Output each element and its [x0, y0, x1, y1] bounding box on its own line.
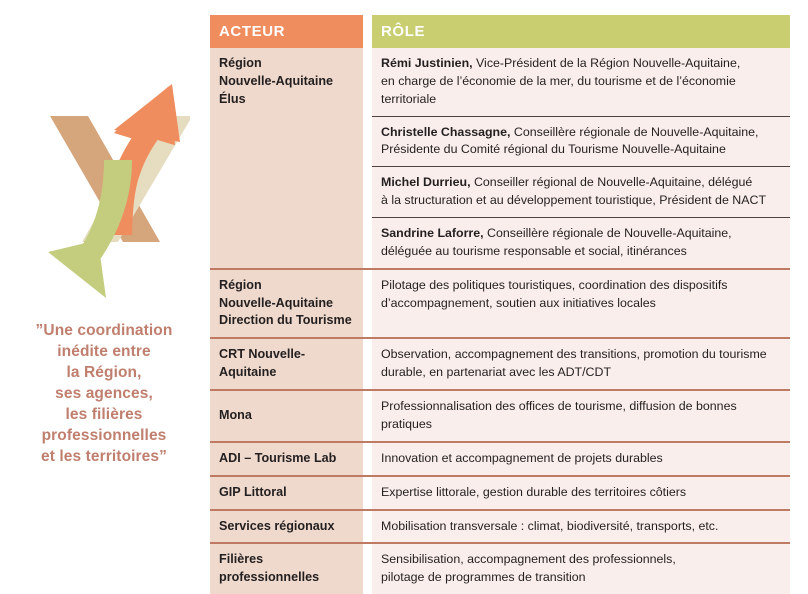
table-row: [210, 441, 790, 475]
acteur-label: [219, 277, 352, 331]
cell-role: [372, 477, 790, 509]
table-header-row: [210, 15, 790, 48]
role-subrow: [372, 391, 790, 441]
acteur-line: Direction du Tourisme: [219, 313, 352, 328]
left-illustration-panel: [0, 0, 208, 522]
role-line: durable, en partenariat avec les ADT/CDT: [381, 365, 612, 380]
cell-role: [372, 48, 790, 268]
role-subrow: [372, 217, 790, 268]
cell-acteur: [210, 270, 363, 338]
cell-acteur: [210, 391, 363, 441]
cell-acteur: [210, 544, 363, 594]
quote-line: inédite entre: [57, 343, 151, 361]
acteur-label: [219, 55, 333, 109]
role-line: Pilotage des politiques touristiques, coordination des dispositifs: [381, 277, 728, 292]
acteur-line: Région: [219, 56, 262, 70]
quote-line: professionnelles: [41, 427, 167, 445]
crossed-arrows-logo-icon: [28, 82, 196, 307]
role-person-name: Christelle Chassagne,: [381, 124, 511, 139]
quote-line: ses agences,: [55, 385, 153, 403]
role-line: pilotage de programmes de transition: [381, 570, 586, 585]
role-line: Michel Durrieu, Conseiller régional de Nouvelle-Aquitaine, délégué: [381, 175, 753, 190]
table-row: [210, 337, 790, 389]
column-gutter: [363, 544, 372, 594]
table-row: [210, 542, 790, 594]
role-line: Christelle Chassagne, Conseillère régionale de Nouvelle-Aquitaine,: [381, 124, 759, 139]
cell-role: [372, 511, 790, 543]
column-header-role: RÔLE: [372, 15, 790, 48]
column-gutter: [363, 15, 372, 48]
cell-acteur: [210, 443, 363, 475]
table-row: [210, 48, 790, 268]
role-subrow: [372, 339, 790, 389]
role-subrow: [372, 477, 790, 509]
table-row: [210, 268, 790, 338]
column-gutter: [363, 48, 372, 268]
column-gutter: [363, 391, 372, 441]
cell-acteur: [210, 339, 363, 389]
acteur-line: Élus: [219, 91, 246, 106]
column-gutter: [363, 443, 372, 475]
role-subrow: [372, 48, 790, 116]
acteur-line: ADI – Tourisme Lab: [219, 450, 337, 465]
role-subrow: [372, 544, 790, 594]
role-line: Innovation et accompagnement de projets durables: [381, 450, 663, 465]
column-header-acteur: ACTEUR: [210, 15, 363, 48]
role-line: Mobilisation transversale : climat, biodiversité, transports, etc.: [381, 518, 719, 533]
role-line: Professionnalisation des offices de tourisme, diffusion de bonnes pratiques: [381, 399, 737, 431]
role-subrow: [372, 443, 790, 475]
cell-role: [372, 270, 790, 338]
column-gutter: [363, 270, 372, 338]
cell-acteur: [210, 48, 363, 268]
role-line: d’accompagnement, soutien aux initiatives locales: [381, 295, 656, 310]
role-person-name: Sandrine Laforre,: [381, 226, 484, 241]
cell-role: [372, 443, 790, 475]
acteur-label: [219, 450, 336, 468]
cell-acteur: [210, 511, 363, 543]
role-line: Observation, accompagnement des transitions, promotion du tourisme: [381, 347, 767, 362]
column-gutter: [363, 511, 372, 543]
acteur-label: [219, 346, 357, 382]
pull-quote: [6, 320, 202, 468]
role-person-name: Michel Durrieu,: [381, 175, 471, 190]
role-subrow: [372, 116, 790, 167]
acteur-label: [219, 407, 252, 425]
acteur-line: Nouvelle-Aquitaine: [219, 73, 334, 88]
acteur-line: Région: [219, 277, 262, 292]
role-line: en charge de l’économie de la mer, du tourisme et de l’économie territoriale: [381, 73, 736, 106]
quote-line: la Région,: [66, 364, 142, 382]
cell-role: [372, 339, 790, 389]
cell-role: [372, 391, 790, 441]
role-line: à la structuration et au développement touristique, Président de NACT: [381, 193, 767, 208]
quote-line: les filières: [65, 406, 143, 424]
role-line: Présidente du Comité régional du Tourisme Nouvelle-Aquitaine: [381, 142, 726, 157]
quote-line: ”Une coordination: [35, 322, 173, 339]
table-row: [210, 389, 790, 441]
acteur-label: [219, 484, 287, 502]
role-subrow: [372, 166, 790, 217]
role-line: Expertise littorale, gestion durable des territoires côtiers: [381, 484, 687, 499]
acteur-line: professionnelles: [219, 570, 320, 585]
column-gutter: [363, 477, 372, 509]
acteur-label: [219, 551, 319, 587]
role-subrow: [372, 270, 790, 320]
role-subrow: [372, 511, 790, 543]
table-row: [210, 509, 790, 543]
roles-table: [210, 15, 790, 594]
role-line: déléguée au tourisme responsable et social, itinérances: [381, 243, 687, 258]
role-person-name: Rémi Justinien,: [381, 56, 473, 70]
table-row: [210, 475, 790, 509]
quote-line: et les territoires”: [41, 448, 167, 466]
acteur-line: GIP Littoral: [219, 484, 287, 499]
cell-role: [372, 544, 790, 594]
cell-acteur: [210, 477, 363, 509]
role-line: Sensibilisation, accompagnement des professionnels,: [381, 552, 676, 567]
role-line: Sandrine Laforre, Conseillère régionale de Nouvelle-Aquitaine,: [381, 226, 732, 241]
acteur-line: Mona: [219, 408, 252, 423]
acteur-line: Services régionaux: [219, 518, 335, 533]
column-gutter: [363, 339, 372, 389]
acteur-line: Filières: [219, 552, 264, 567]
role-line: Rémi Justinien, Vice-Président de la Région Nouvelle-Aquitaine,: [381, 56, 741, 70]
logo-green-arrowhead: [48, 240, 106, 298]
acteur-line: CRT Nouvelle-Aquitaine: [219, 347, 306, 380]
acteur-label: [219, 518, 335, 536]
table-body: [210, 48, 790, 594]
acteur-line: Nouvelle-Aquitaine: [219, 295, 334, 310]
